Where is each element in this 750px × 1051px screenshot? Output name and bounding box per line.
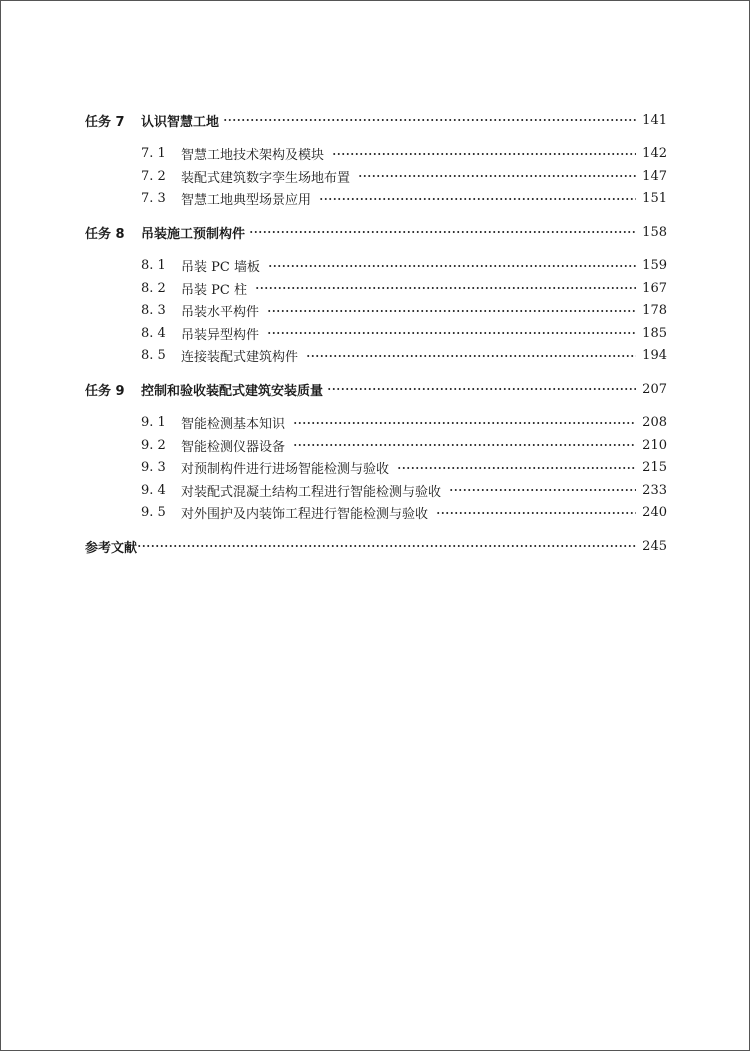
- section-title: 对装配式混凝土结构工程进行智能检测与验收: [181, 484, 442, 500]
- section-title: 连接装配式建筑构件: [181, 350, 299, 366]
- section-number: 7. 2: [141, 168, 166, 184]
- dot-leader: [358, 175, 636, 177]
- table-of-contents: [85, 109, 667, 558]
- section-title: 智能检测仪器设备: [181, 439, 286, 455]
- chapter-title: 吊装施工预制构件: [141, 226, 246, 242]
- page-number: 185: [642, 325, 667, 341]
- section-number: 8. 5: [141, 348, 166, 364]
- dot-leader: [293, 422, 636, 424]
- section-title: 智慧工地典型场景应用: [181, 193, 312, 209]
- section-number: 9. 1: [141, 415, 166, 431]
- dot-leader: [249, 231, 636, 233]
- page-number: 142: [642, 146, 667, 162]
- page-number: 147: [642, 168, 667, 184]
- section-title: 对预制构件进行进场智能检测与验收: [181, 462, 390, 478]
- chapter-title: 控制和验收装配式建筑安装质量: [141, 383, 324, 399]
- toc-entry-8-2[interactable]: [85, 277, 667, 300]
- toc-entry-task8[interactable]: [85, 221, 667, 244]
- page-number: 208: [642, 415, 667, 431]
- section-number: 8. 4: [141, 325, 166, 341]
- dot-leader: [267, 332, 636, 334]
- toc-entry-8-4[interactable]: [85, 322, 667, 345]
- chapter-title: 认识智慧工地: [141, 114, 220, 130]
- dot-leader: [268, 265, 636, 267]
- page-number: 194: [642, 348, 667, 364]
- section-title: 智慧工地技术架构及模块: [181, 148, 325, 164]
- section-title: 装配式建筑数字孪生场地布置: [181, 170, 351, 186]
- section-title: 吊装异型构件: [181, 327, 260, 343]
- dot-leader: [255, 287, 636, 289]
- dot-leader: [397, 467, 636, 469]
- section-number: 9. 5: [141, 505, 166, 521]
- dot-leader: [137, 545, 636, 547]
- toc-entry-8-5[interactable]: [85, 345, 667, 368]
- dot-leader: [267, 310, 636, 312]
- section-number: 7. 1: [141, 146, 166, 162]
- page-number: 233: [642, 482, 667, 498]
- toc-entry-task7[interactable]: [85, 109, 667, 132]
- page-number: 167: [642, 280, 667, 296]
- dot-leader: [319, 198, 636, 200]
- section-number: 9. 2: [141, 437, 166, 453]
- dot-leader: [223, 119, 636, 121]
- page-number: 215: [642, 460, 667, 476]
- toc-entry-7-3[interactable]: [85, 188, 667, 211]
- toc-entry-8-1[interactable]: [85, 255, 667, 278]
- chapter-number: 任务 7: [85, 114, 125, 130]
- dot-leader: [306, 355, 636, 357]
- page-number: 210: [642, 437, 667, 453]
- section-number: 9. 3: [141, 460, 166, 476]
- chapter-number: 任务 9: [85, 383, 125, 399]
- section-number: 7. 3: [141, 191, 166, 207]
- dot-leader: [436, 512, 636, 514]
- section-number: 9. 4: [141, 482, 166, 498]
- page-number: 240: [642, 505, 667, 521]
- page-number: 207: [642, 381, 667, 397]
- toc-entry-9-3[interactable]: [85, 457, 667, 480]
- chapter-number: 任务 8: [85, 226, 125, 242]
- toc-entry-9-5[interactable]: [85, 502, 667, 525]
- page-number: 158: [642, 224, 667, 240]
- section-number: 8. 2: [141, 280, 166, 296]
- toc-entry-8-3[interactable]: [85, 300, 667, 323]
- toc-entry-task9[interactable]: [85, 378, 667, 401]
- dot-leader: [449, 489, 636, 491]
- toc-entry-references[interactable]: [85, 535, 667, 558]
- page-number: 159: [642, 258, 667, 274]
- toc-entry-7-1[interactable]: [85, 143, 667, 166]
- toc-entry-7-2[interactable]: [85, 165, 667, 188]
- dot-leader: [327, 388, 636, 390]
- section-title: 吊装 PC 柱: [181, 282, 247, 298]
- page-number: 178: [642, 303, 667, 319]
- section-title: 吊装 PC 墙板: [181, 260, 260, 276]
- page-number: 245: [642, 538, 667, 554]
- section-number: 8. 1: [141, 258, 166, 274]
- toc-entry-9-1[interactable]: [85, 412, 667, 435]
- section-title: 智能检测基本知识: [181, 417, 286, 433]
- page-number: 141: [642, 112, 667, 128]
- page-number: 151: [642, 191, 667, 207]
- toc-entry-9-4[interactable]: [85, 479, 667, 502]
- references-title: 参考文献: [85, 540, 138, 556]
- toc-entry-9-2[interactable]: [85, 434, 667, 457]
- section-title: 吊装水平构件: [181, 305, 260, 321]
- section-title: 对外围护及内装饰工程进行智能检测与验收: [181, 507, 429, 523]
- section-number: 8. 3: [141, 303, 166, 319]
- dot-leader: [293, 444, 636, 446]
- dot-leader: [332, 153, 636, 155]
